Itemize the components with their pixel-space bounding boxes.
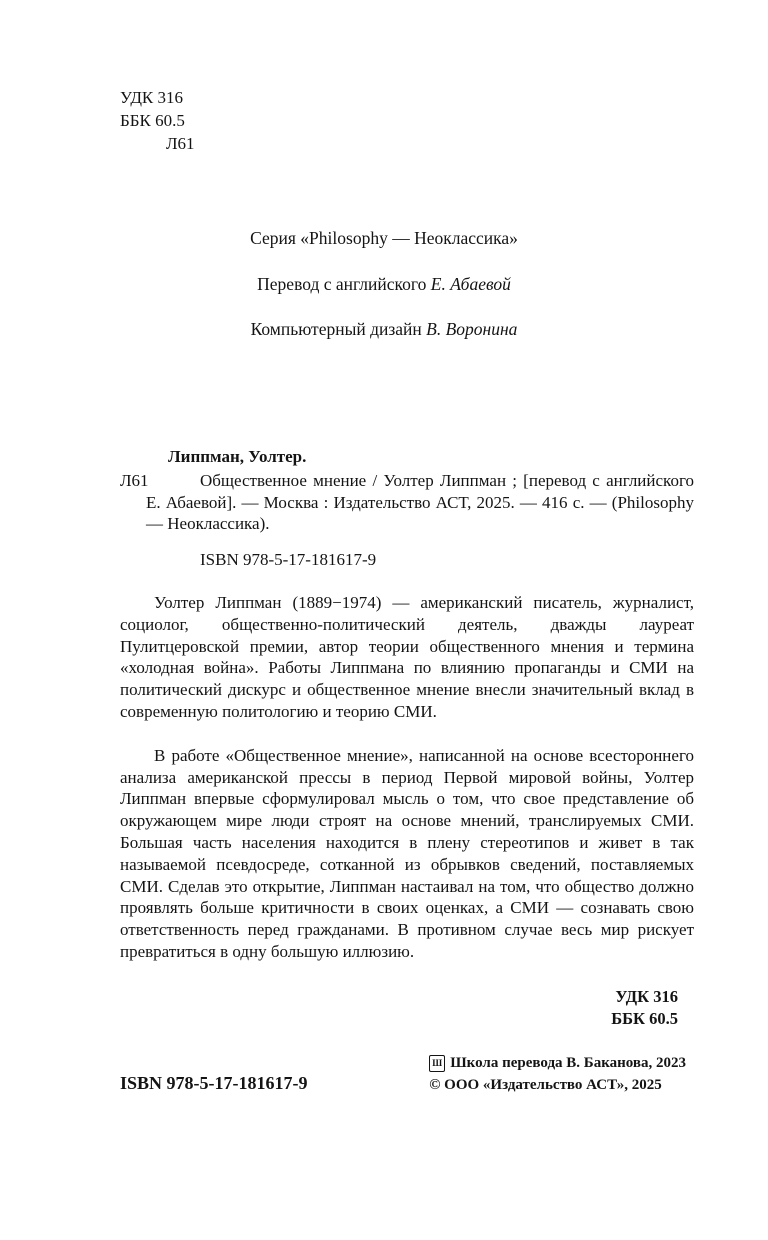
catalog-margin-code: Л61 xyxy=(120,470,149,490)
footer-credits xyxy=(429,1052,686,1096)
udk-code-bottom: УДК 316 xyxy=(615,987,678,1006)
footer-isbn: ISBN 978-5-17-181617-9 xyxy=(120,1073,308,1094)
bottom-bibliographic-codes xyxy=(611,986,678,1030)
top-bibliographic-codes xyxy=(120,86,195,155)
annotation-paragraph-2: В работе «Общественное мнение», написанной на основе всестороннего анализа американской прессы в период Первой мировой войны, Уолтер Липпман впервые сформулировал мысль о том, что свое представление об окружающем мире люди строят на основе мнений, транслируемых СМИ. Большая часть населения находится в плену стереотипов и живет в так называемой псевдосреде, сотканной из обрывков сведений, поставляемых СМИ. Сделав это открытие, Липпман настаивал на том, что общество должно проявлять больше критичности в своих оценках, а СМИ — сознавать свою ответственность перед гражданами. В противном случае весь мир рискует превратиться в одну большую иллюзию. xyxy=(120,745,694,961)
translation-school-credit-row xyxy=(429,1052,686,1074)
series-title: Серия «Philosophy — Неоклассика» xyxy=(250,228,518,248)
catalog-description: Общественное мнение / Уолтер Липпман ; [перевод с английского Е. Абаевой]. — Москва : Издательство АСТ, 2025. — 416 с. — (Philosophy — Неоклассика). xyxy=(146,470,694,534)
series-credits-block xyxy=(98,228,670,363)
udk-code: УДК 316 xyxy=(120,88,184,107)
translation-credit-prefix: Перевод с английского xyxy=(257,273,431,294)
bbk-code-bottom: ББК 60.5 xyxy=(611,1009,678,1028)
catalog-isbn: ISBN 978-5-17-181617-9 xyxy=(200,550,377,570)
catalog-description-wrap xyxy=(120,470,694,535)
publisher-copyright-row xyxy=(429,1074,686,1096)
annotation-block xyxy=(120,592,694,963)
bbk-code: ББК 60.5 xyxy=(120,111,185,130)
catalog-card xyxy=(120,446,694,571)
footer-imprint xyxy=(120,1052,686,1096)
designer-name: В. Воронина xyxy=(426,318,518,339)
catalog-author: Липпман, Уолтер. xyxy=(168,447,307,466)
annotation-paragraph-1: Уолтер Липпман (1889−1974) — американский писатель, журналист, социолог, общественно-политический деятель, дважды лауреат Пулитцеровской премии, автор теории общественного мнения и термина «холодная война». Работы Липпмана по влиянию пропаганды и СМИ на политический дискурс и общественное мнение внесли значительный вклад в современную политологию и теорию СМИ. xyxy=(120,593,694,721)
publisher-copyright: © ООО «Издательство АСТ», 2025 xyxy=(429,1077,662,1093)
translation-school-credit: Школа перевода В. Баканова, 2023 xyxy=(450,1055,686,1071)
translation-credit xyxy=(98,274,670,296)
translator-name: Е. Абаевой xyxy=(430,273,511,294)
author-sign-code: Л61 xyxy=(166,134,195,153)
design-credit xyxy=(98,319,670,341)
bakanov-school-logo-icon: Ш xyxy=(429,1055,445,1072)
design-credit-prefix: Компьютерный дизайн xyxy=(250,318,427,339)
